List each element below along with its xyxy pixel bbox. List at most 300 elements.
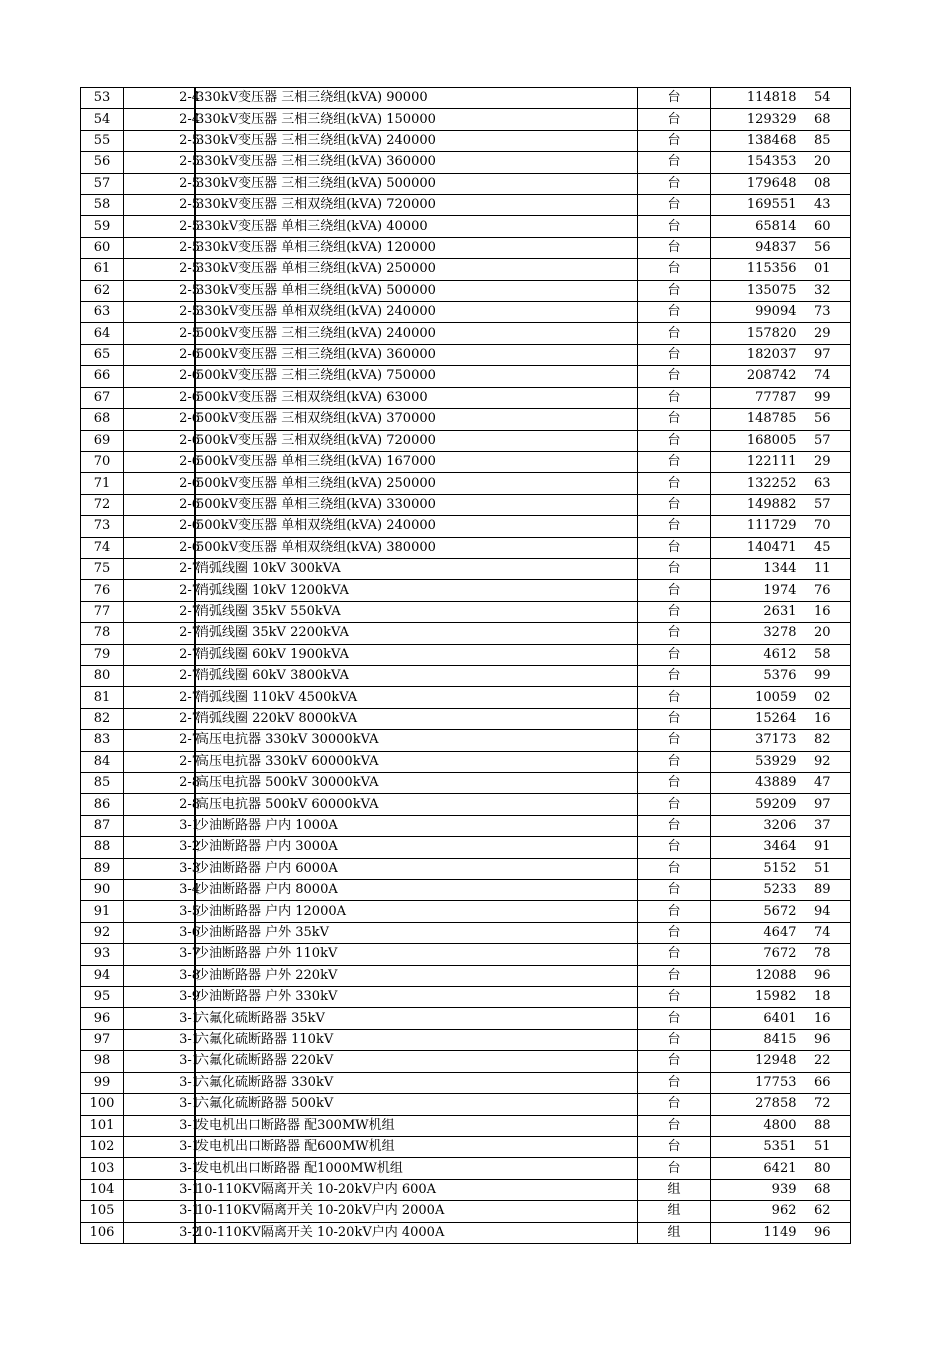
item-name: 消弧线圈 60kV 1900kVA — [195, 644, 638, 665]
item-code: 3-1 — [124, 1179, 196, 1200]
price-integer: 99094 — [755, 304, 797, 320]
item-price — [711, 687, 851, 708]
item-name: 10-110KV隔离开关 10-20kV户内 2000A — [195, 1201, 638, 1222]
price-decimal: 99 — [813, 668, 831, 684]
item-price — [711, 1222, 851, 1243]
item-name: 10-110KV隔离开关 10-20kV户内 600A — [195, 1179, 638, 1200]
item-price — [711, 880, 851, 901]
price-decimal: 57 — [813, 496, 831, 512]
item-price — [711, 130, 851, 151]
price-integer: 115356 — [746, 261, 797, 277]
price-integer: 122111 — [746, 454, 797, 470]
price-decimal: 97 — [813, 347, 831, 363]
row-number: 63 — [81, 302, 124, 323]
table-row — [81, 901, 851, 922]
item-price — [711, 516, 851, 537]
item-price — [711, 280, 851, 301]
item-unit: 台 — [638, 409, 711, 430]
item-code: 3-1 — [124, 1136, 196, 1157]
row-number: 61 — [81, 259, 124, 280]
item-unit: 台 — [638, 837, 711, 858]
price-decimal: 08 — [813, 175, 831, 191]
price-integer: 5233 — [763, 882, 797, 898]
row-number: 88 — [81, 837, 124, 858]
item-code: 2-8 — [124, 794, 196, 815]
price-integer: 1344 — [763, 561, 797, 577]
table-row — [81, 473, 851, 494]
table-row — [81, 1158, 851, 1179]
table-row — [81, 366, 851, 387]
item-price — [711, 237, 851, 258]
price-decimal: 82 — [813, 732, 831, 748]
item-price — [711, 216, 851, 237]
price-decimal: 96 — [813, 967, 831, 983]
item-price — [711, 773, 851, 794]
table-row — [81, 708, 851, 729]
table-row — [81, 237, 851, 258]
item-unit: 台 — [638, 901, 711, 922]
table-row — [81, 1179, 851, 1200]
price-decimal: 22 — [813, 1053, 831, 1069]
table-row — [81, 623, 851, 644]
price-decimal: 16 — [813, 710, 831, 726]
item-code: 2-6 — [124, 430, 196, 451]
row-number: 106 — [81, 1222, 124, 1243]
row-number: 56 — [81, 152, 124, 173]
price-integer: 168005 — [746, 432, 797, 448]
price-integer: 129329 — [746, 111, 797, 127]
row-number: 101 — [81, 1115, 124, 1136]
row-number: 96 — [81, 1008, 124, 1029]
row-number: 95 — [81, 987, 124, 1008]
item-unit: 台 — [638, 644, 711, 665]
item-price — [711, 494, 851, 515]
item-code: 2-6 — [124, 366, 196, 387]
item-name: 消弧线圈 10kV 1200kVA — [195, 580, 638, 601]
row-number: 98 — [81, 1051, 124, 1072]
item-name: 10-110KV隔离开关 10-20kV户内 4000A — [195, 1222, 638, 1243]
price-integer: 17753 — [755, 1074, 797, 1090]
price-table-body — [81, 88, 851, 1244]
item-price — [711, 944, 851, 965]
price-integer: 53929 — [755, 753, 797, 769]
price-decimal: 37 — [813, 818, 831, 834]
row-number: 81 — [81, 687, 124, 708]
row-number: 80 — [81, 665, 124, 686]
price-decimal: 91 — [813, 839, 831, 855]
price-integer: 149882 — [746, 496, 797, 512]
table-row — [81, 259, 851, 280]
item-name: 消弧线圈 35kV 550kVA — [195, 601, 638, 622]
item-unit: 台 — [638, 88, 711, 109]
row-number: 55 — [81, 130, 124, 151]
price-integer: 43889 — [755, 775, 797, 791]
row-number: 74 — [81, 537, 124, 558]
price-decimal: 51 — [813, 1139, 831, 1155]
table-row — [81, 302, 851, 323]
table-row — [81, 109, 851, 130]
table-row — [81, 344, 851, 365]
item-name: 六氟化硫断路器 330kV — [195, 1072, 638, 1093]
price-integer: 12948 — [755, 1053, 797, 1069]
table-row — [81, 216, 851, 237]
table-row — [81, 880, 851, 901]
price-integer: 140471 — [746, 539, 797, 555]
item-code: 2-5 — [124, 323, 196, 344]
item-name: 六氟化硫断路器 110kV — [195, 1029, 638, 1050]
price-decimal: 94 — [813, 903, 831, 919]
item-code: 2-7 — [124, 580, 196, 601]
item-unit: 台 — [638, 730, 711, 751]
price-integer: 182037 — [746, 347, 797, 363]
table-row — [81, 409, 851, 430]
price-decimal: 54 — [813, 90, 831, 106]
price-integer: 5152 — [763, 860, 797, 876]
item-unit: 组 — [638, 1222, 711, 1243]
price-integer: 3278 — [763, 625, 797, 641]
item-price — [711, 601, 851, 622]
row-number: 72 — [81, 494, 124, 515]
price-decimal: 51 — [813, 860, 831, 876]
price-decimal: 58 — [813, 646, 831, 662]
item-name: 500kV变压器 三相三绕组(kVA) 360000 — [195, 344, 638, 365]
item-name: 发电机出口断路器 配600MW机组 — [195, 1136, 638, 1157]
item-code: 2-6 — [124, 344, 196, 365]
item-code: 3-6 — [124, 922, 196, 943]
item-unit: 台 — [638, 323, 711, 344]
item-name: 330kV变压器 单相三绕组(kVA) 250000 — [195, 259, 638, 280]
row-number: 82 — [81, 708, 124, 729]
item-price — [711, 922, 851, 943]
item-code: 2-7 — [124, 708, 196, 729]
item-unit: 台 — [638, 430, 711, 451]
item-code: 3-1 — [124, 1115, 196, 1136]
price-decimal: 20 — [813, 154, 831, 170]
item-name: 330kV变压器 单相三绕组(kVA) 120000 — [195, 237, 638, 258]
table-row — [81, 130, 851, 151]
price-integer: 1974 — [763, 582, 797, 598]
item-name: 330kV变压器 三相三绕组(kVA) 360000 — [195, 152, 638, 173]
item-name: 500kV变压器 单相双绕组(kVA) 380000 — [195, 537, 638, 558]
item-unit: 台 — [638, 1158, 711, 1179]
table-row — [81, 837, 851, 858]
price-integer: 208742 — [746, 368, 797, 384]
price-decimal: 70 — [813, 518, 831, 534]
item-code: 3-1 — [124, 815, 196, 836]
price-integer: 114818 — [746, 90, 797, 106]
item-unit: 台 — [638, 880, 711, 901]
item-unit: 台 — [638, 708, 711, 729]
table-row — [81, 195, 851, 216]
price-decimal: 68 — [813, 1181, 831, 1197]
item-unit: 台 — [638, 665, 711, 686]
price-decimal: 74 — [813, 368, 831, 384]
item-price — [711, 430, 851, 451]
price-decimal: 76 — [813, 582, 831, 598]
row-number: 75 — [81, 558, 124, 579]
price-decimal: 56 — [813, 240, 831, 256]
table-row — [81, 516, 851, 537]
row-number: 83 — [81, 730, 124, 751]
table-row — [81, 1029, 851, 1050]
item-code: 2-5 — [124, 173, 196, 194]
item-price — [711, 152, 851, 173]
row-number: 99 — [81, 1072, 124, 1093]
item-price — [711, 580, 851, 601]
item-price — [711, 366, 851, 387]
price-decimal: 72 — [813, 1096, 831, 1112]
table-row — [81, 858, 851, 879]
row-number: 67 — [81, 387, 124, 408]
item-code: 2-7 — [124, 665, 196, 686]
row-number: 73 — [81, 516, 124, 537]
price-decimal: 80 — [813, 1160, 831, 1176]
item-code: 2-7 — [124, 644, 196, 665]
table-row — [81, 580, 851, 601]
price-decimal: 92 — [813, 753, 831, 769]
item-price — [711, 837, 851, 858]
item-code: 2-6 — [124, 494, 196, 515]
item-unit: 台 — [638, 558, 711, 579]
item-name: 高压电抗器 330kV 30000kVA — [195, 730, 638, 751]
item-code: 2-5 — [124, 216, 196, 237]
row-number: 92 — [81, 922, 124, 943]
table-row — [81, 944, 851, 965]
item-code: 2-5 — [124, 259, 196, 280]
price-integer: 8415 — [763, 1032, 797, 1048]
table-row — [81, 1094, 851, 1115]
item-name: 500kV变压器 单相三绕组(kVA) 167000 — [195, 451, 638, 472]
item-code: 2-4 — [124, 88, 196, 109]
item-unit: 台 — [638, 173, 711, 194]
item-code: 3-1 — [124, 1029, 196, 1050]
item-name: 高压电抗器 330kV 60000kVA — [195, 751, 638, 772]
row-number: 71 — [81, 473, 124, 494]
item-name: 消弧线圈 35kV 2200kVA — [195, 623, 638, 644]
item-price — [711, 1136, 851, 1157]
table-row — [81, 1008, 851, 1029]
row-number: 79 — [81, 644, 124, 665]
item-unit: 台 — [638, 1136, 711, 1157]
item-unit: 台 — [638, 751, 711, 772]
item-unit: 台 — [638, 1115, 711, 1136]
item-code: 2-5 — [124, 302, 196, 323]
item-code: 3-1 — [124, 1008, 196, 1029]
row-number: 76 — [81, 580, 124, 601]
item-price — [711, 1115, 851, 1136]
item-name: 330kV变压器 三相三绕组(kVA) 90000 — [195, 88, 638, 109]
row-number: 54 — [81, 109, 124, 130]
item-name: 少油断路器 户内 3000A — [195, 837, 638, 858]
item-name: 少油断路器 户外 110kV — [195, 944, 638, 965]
item-name: 少油断路器 户外 35kV — [195, 922, 638, 943]
item-code: 2-7 — [124, 751, 196, 772]
table-row — [81, 922, 851, 943]
price-integer: 3206 — [763, 818, 797, 834]
item-name: 少油断路器 户内 1000A — [195, 815, 638, 836]
item-code: 2-7 — [124, 687, 196, 708]
row-number: 78 — [81, 623, 124, 644]
price-decimal: 01 — [813, 261, 831, 277]
price-decimal: 63 — [813, 475, 831, 491]
price-integer: 94837 — [755, 240, 797, 256]
price-decimal: 47 — [813, 775, 831, 791]
item-name: 330kV变压器 三相三绕组(kVA) 150000 — [195, 109, 638, 130]
row-number: 77 — [81, 601, 124, 622]
item-name: 消弧线圈 220kV 8000kVA — [195, 708, 638, 729]
item-price — [711, 173, 851, 194]
row-number: 104 — [81, 1179, 124, 1200]
row-number: 100 — [81, 1094, 124, 1115]
item-name: 消弧线圈 10kV 300kVA — [195, 558, 638, 579]
table-row — [81, 451, 851, 472]
item-unit: 台 — [638, 237, 711, 258]
price-integer: 7672 — [763, 946, 797, 962]
price-integer: 77787 — [755, 389, 797, 405]
price-decimal: 29 — [813, 325, 831, 341]
table-row — [81, 687, 851, 708]
item-name: 500kV变压器 单相双绕组(kVA) 240000 — [195, 516, 638, 537]
item-price — [711, 109, 851, 130]
item-name: 六氟化硫断路器 35kV — [195, 1008, 638, 1029]
price-integer: 4800 — [763, 1117, 797, 1133]
table-row — [81, 987, 851, 1008]
table-row — [81, 1222, 851, 1243]
item-price — [711, 623, 851, 644]
price-integer: 5351 — [763, 1139, 797, 1155]
item-unit: 台 — [638, 280, 711, 301]
item-price — [711, 473, 851, 494]
item-unit: 台 — [638, 130, 711, 151]
table-row — [81, 730, 851, 751]
table-row — [81, 280, 851, 301]
row-number: 59 — [81, 216, 124, 237]
item-code: 3-1 — [124, 1094, 196, 1115]
item-price — [711, 259, 851, 280]
price-integer: 6401 — [763, 1010, 797, 1026]
item-price — [711, 815, 851, 836]
item-price — [711, 965, 851, 986]
item-price — [711, 751, 851, 772]
price-integer: 5376 — [763, 668, 797, 684]
item-name: 500kV变压器 单相三绕组(kVA) 330000 — [195, 494, 638, 515]
item-code: 2-6 — [124, 451, 196, 472]
item-name: 发电机出口断路器 配300MW机组 — [195, 1115, 638, 1136]
item-code: 3-3 — [124, 858, 196, 879]
price-integer: 148785 — [746, 411, 797, 427]
row-number: 84 — [81, 751, 124, 772]
table-row — [81, 601, 851, 622]
item-name: 高压电抗器 500kV 30000kVA — [195, 773, 638, 794]
item-code: 2-6 — [124, 473, 196, 494]
price-decimal: 16 — [813, 1010, 831, 1026]
row-number: 64 — [81, 323, 124, 344]
item-unit: 台 — [638, 473, 711, 494]
row-number: 105 — [81, 1201, 124, 1222]
item-price — [711, 1158, 851, 1179]
table-row — [81, 815, 851, 836]
price-integer: 962 — [771, 1203, 797, 1219]
price-integer: 4612 — [763, 646, 797, 662]
price-integer: 939 — [771, 1181, 797, 1197]
price-integer: 1149 — [763, 1224, 797, 1240]
table-row — [81, 558, 851, 579]
item-unit: 台 — [638, 922, 711, 943]
item-price — [711, 1179, 851, 1200]
table-row — [81, 1201, 851, 1222]
table-row — [81, 965, 851, 986]
item-name: 消弧线圈 60kV 3800kVA — [195, 665, 638, 686]
item-unit: 台 — [638, 1072, 711, 1093]
table-row — [81, 1072, 851, 1093]
row-number: 87 — [81, 815, 124, 836]
item-code: 3-1 — [124, 1158, 196, 1179]
item-name: 330kV变压器 三相三绕组(kVA) 240000 — [195, 130, 638, 151]
item-code: 2-6 — [124, 537, 196, 558]
item-unit: 台 — [638, 601, 711, 622]
table-row — [81, 665, 851, 686]
item-code: 2-6 — [124, 516, 196, 537]
item-unit: 台 — [638, 580, 711, 601]
row-number: 65 — [81, 344, 124, 365]
item-code: 3-1 — [124, 1201, 196, 1222]
item-name: 少油断路器 户内 6000A — [195, 858, 638, 879]
price-decimal: 43 — [813, 197, 831, 213]
table-row — [81, 644, 851, 665]
row-number: 102 — [81, 1136, 124, 1157]
item-unit: 台 — [638, 109, 711, 130]
price-decimal: 16 — [813, 603, 831, 619]
item-code: 3-8 — [124, 965, 196, 986]
item-name: 330kV变压器 单相三绕组(kVA) 500000 — [195, 280, 638, 301]
item-unit: 台 — [638, 815, 711, 836]
item-name: 500kV变压器 三相双绕组(kVA) 370000 — [195, 409, 638, 430]
row-number: 91 — [81, 901, 124, 922]
item-unit: 台 — [638, 516, 711, 537]
price-integer: 15264 — [755, 710, 797, 726]
item-price — [711, 387, 851, 408]
price-decimal: 11 — [813, 561, 831, 577]
item-price — [711, 88, 851, 109]
item-unit: 台 — [638, 794, 711, 815]
table-row — [81, 537, 851, 558]
item-unit: 组 — [638, 1201, 711, 1222]
item-price — [711, 302, 851, 323]
table-row — [81, 173, 851, 194]
item-unit: 台 — [638, 965, 711, 986]
table-row — [81, 88, 851, 109]
row-number: 70 — [81, 451, 124, 472]
price-decimal: 97 — [813, 796, 831, 812]
item-unit: 台 — [638, 302, 711, 323]
price-integer: 4647 — [763, 925, 797, 941]
item-unit: 台 — [638, 344, 711, 365]
item-name: 500kV变压器 三相三绕组(kVA) 240000 — [195, 323, 638, 344]
row-number: 68 — [81, 409, 124, 430]
price-integer: 6421 — [763, 1160, 797, 1176]
price-integer: 10059 — [755, 689, 797, 705]
price-integer: 157820 — [746, 325, 797, 341]
item-unit: 台 — [638, 1051, 711, 1072]
item-name: 发电机出口断路器 配1000MW机组 — [195, 1158, 638, 1179]
item-unit: 台 — [638, 773, 711, 794]
item-name: 330kV变压器 单相双绕组(kVA) 240000 — [195, 302, 638, 323]
price-decimal: 32 — [813, 282, 831, 298]
table-row — [81, 794, 851, 815]
item-name: 消弧线圈 110kV 4500kVA — [195, 687, 638, 708]
item-name: 少油断路器 户内 12000A — [195, 901, 638, 922]
item-code: 3-2 — [124, 1222, 196, 1243]
